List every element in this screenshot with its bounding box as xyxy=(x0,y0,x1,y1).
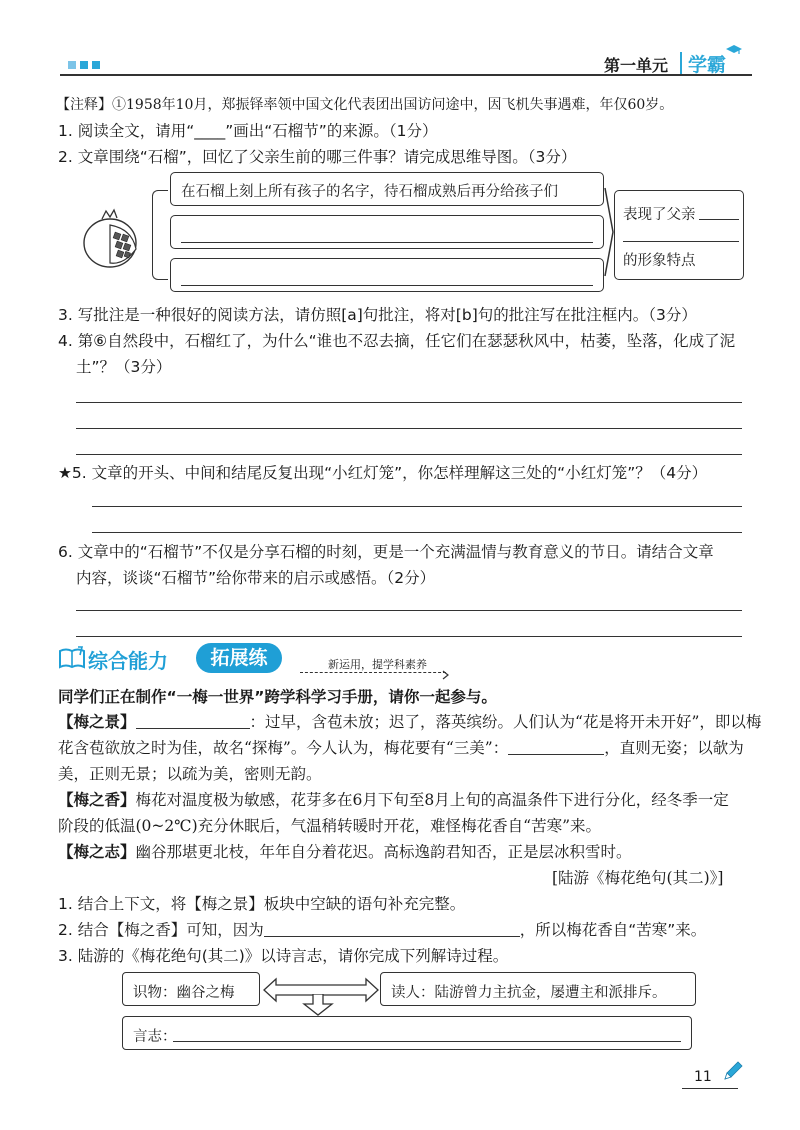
zhi-poem: 幽谷那堪更北枝，年年自分着花迟。高标逸韵君知否，正是层冰积雪时。 xyxy=(135,843,632,861)
answer-line xyxy=(699,219,739,220)
xiang-text-1: 梅花对温度极为敏感，花芽多在6月下旬至8月上旬的高温条件下进行分化，经冬季一定 xyxy=(135,791,729,809)
question-3: 3. 写批注是一种很好的阅读方法，请仿照[a]句批注，将对[b]句的批注写在批注框内。（3分） xyxy=(58,306,697,324)
mindmap-result-box xyxy=(614,190,744,280)
task-2 xyxy=(58,919,706,941)
question-6-line-1: 6. 文章中的“石榴节”不仅是分享石榴的时刻，更是一个充满温情与教育意义的节日。请结合文章 xyxy=(58,543,714,561)
mindmap-brace xyxy=(152,190,168,280)
flow-box-express xyxy=(122,1016,692,1050)
zhi-source: [陆游《梅花绝句(其二)》] xyxy=(552,869,724,887)
flow-box-identify xyxy=(122,972,260,1006)
header-separator xyxy=(680,52,682,74)
header-square xyxy=(80,61,88,69)
answer-line xyxy=(76,402,742,403)
zhi-label: 【梅之志】 xyxy=(58,843,136,861)
flow-box-read xyxy=(380,972,696,1006)
answer-line xyxy=(92,532,742,533)
pomegranate-icon xyxy=(80,205,150,273)
mindmap-event-1 xyxy=(170,172,604,206)
answer-line xyxy=(92,506,742,507)
task-2-prefix: 2. 结合【梅之香】可知，因为 xyxy=(58,921,264,939)
question-1: 1. 阅读全文，请用“____”画出“石榴节”的来源。（1分） xyxy=(58,122,438,140)
mindmap-event-2 xyxy=(170,215,604,249)
section-subtitle: 新运用，提学科素养 xyxy=(328,658,427,671)
answer-line[interactable] xyxy=(173,1041,681,1042)
header-square xyxy=(68,61,76,69)
annotation-note: 【注释】①1958年10月，郑振铎率领中国文化代表团出国访问途中，因飞机失事遇难，年仅60岁。 xyxy=(56,97,674,113)
answer-line xyxy=(76,610,742,611)
question-6-line-2: 内容，谈谈“石榴节”给你带来的启示或感悟。（2分） xyxy=(76,569,436,587)
answer-line xyxy=(181,285,593,286)
book-icon xyxy=(58,645,86,675)
task-2-blank[interactable] xyxy=(264,921,520,937)
task-2-suffix: ，所以梅花香自“苦寒”来。 xyxy=(519,921,707,939)
question-2: 2. 文章围绕“石榴”，回忆了父亲生前的哪三件事？请完成思维导图。（3分） xyxy=(58,148,577,166)
jing-line-2 xyxy=(58,737,744,759)
mindmap-event-3 xyxy=(170,258,604,292)
section-pill: 拓展练 xyxy=(196,643,282,673)
section-title: 综合能力 xyxy=(88,649,168,673)
jing-text-1: ：过早，含苞未放；迟了，落英缤纷。人们认为“花是将开未开好”，即以梅 xyxy=(249,713,762,731)
question-4-line-2: 土”？（3分） xyxy=(76,358,172,376)
answer-line xyxy=(623,241,739,242)
jing-line-3: 美，正则无景；以疏为美，密则无韵。 xyxy=(58,765,322,783)
mindmap-event-1-text: 在石榴上刻上所有孩子的名字，待石榴成熟后再分给孩子们 xyxy=(181,184,558,200)
pencil-icon xyxy=(722,1060,744,1086)
page-number: 11 xyxy=(694,1069,712,1085)
mindmap-result-prefix: 表现了父亲 xyxy=(623,207,696,223)
jing-text-3: ，直则无姿；以欹为 xyxy=(604,739,744,757)
xiang-line-2: 阶段的低温(0~2℃)充分休眠后，气温稍转暖时开花，难怪梅花香自“苦寒”来。 xyxy=(58,817,601,835)
task-1: 1. 结合上下文，将【梅之景】板块中空缺的语句补充完整。 xyxy=(58,895,466,913)
jing-blank-2[interactable] xyxy=(508,739,604,755)
flow-box-identify-text: 识物：幽谷之梅 xyxy=(133,985,235,1001)
intro-text: 同学们正在制作“一梅一世界”跨学科学习手册，请你一起参与。 xyxy=(58,688,497,706)
answer-line xyxy=(76,454,742,455)
zhi-line xyxy=(58,841,632,863)
jing-line-1 xyxy=(58,711,761,733)
jing-label: 【梅之景】 xyxy=(58,713,136,731)
unit-label: 第一单元 xyxy=(604,56,669,75)
question-4-line-1: 4. 第⑥自然段中，石榴红了，为什么“谁也不忍去摘，任它们在瑟瑟秋风中，枯萎，坠落，化成了泥 xyxy=(58,332,736,350)
mindmap-result-suffix: 的形象特点 xyxy=(623,253,696,269)
arrow-right-icon xyxy=(442,665,450,684)
header-squares xyxy=(68,61,100,69)
graduation-cap-icon xyxy=(726,45,742,58)
header-square xyxy=(92,61,100,69)
xiang-label: 【梅之香】 xyxy=(58,791,136,809)
jing-blank-1[interactable] xyxy=(136,713,250,729)
page-number-rule xyxy=(682,1088,738,1089)
brand-logo: 学霸 xyxy=(688,54,727,76)
jing-text-2: 花含苞欲放之时为佳，故名“探梅”。今人认为，梅花要有“三美”： xyxy=(58,739,509,757)
flow-box-express-text: 言志： xyxy=(133,1029,177,1045)
question-5: ★5. 文章的开头、中间和结尾反复出现“小红灯笼”，你怎样理解这三处的“小红灯笼”？（4分） xyxy=(58,464,708,482)
flow-box-read-text: 读人：陆游曾力主抗金，屡遭主和派排斥。 xyxy=(391,985,667,1001)
task-3: 3. 陆游的《梅花绝句(其二)》以诗言志，请你完成下列解诗过程。 xyxy=(58,947,509,965)
answer-line xyxy=(76,428,742,429)
section-underline xyxy=(300,672,446,673)
xiang-line-1 xyxy=(58,789,729,811)
answer-line xyxy=(76,636,742,637)
answer-line xyxy=(181,242,593,243)
